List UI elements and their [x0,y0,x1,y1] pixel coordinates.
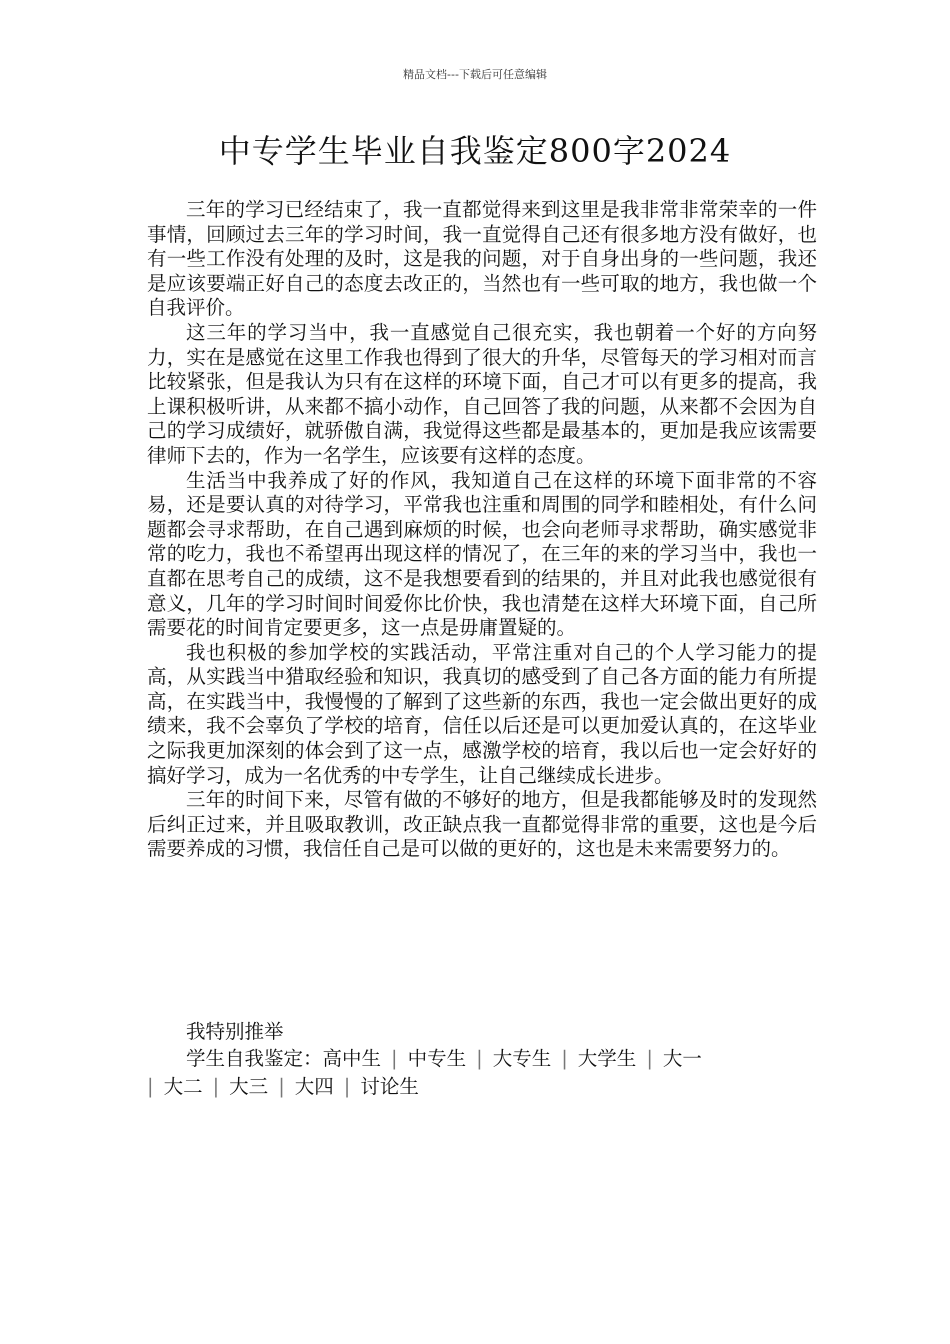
recommend-section [147,1019,817,1101]
document-body [147,198,817,862]
recommend-link-taolunsheng[interactable]: 讨论生 [360,1075,419,1098]
paragraph: 生活当中我养成了好的作风，我知道自己在这样的环境下面非常的不容易，还是要认真的对待学习，平常我也注重和周围的同学和睦相处，有什么问题都会寻求帮助，在自己遇到麻烦的时候，也会向老师寻求帮助，确实感觉非常的吃力，我也不希望再出现这样的情况了，在三年的来的学习当中，我也一直都在思考自己的成绩，这不是我想要看到的结果的，并且对此我也感觉很有意义，几年的学习时间时间爱你比价快，我也清楚在这样大环境下面，自己所需要花的时间肯定要更多，这一点是毋庸置疑的。 [147,468,817,640]
link-separator: | [391,1047,398,1070]
recommend-prefix: 学生自我鉴定： [186,1047,323,1070]
recommend-links [147,1045,817,1101]
recommend-link-dazhuansheng[interactable]: 大专生 [492,1047,552,1070]
recommend-heading: 我特别推举 [186,1020,284,1043]
link-separator: | [212,1075,220,1098]
paragraph: 三年的时间下来，尽管有做的不够好的地方，但是我都能够及时的发现然后纠正过来，并且吸取教训，改正缺点我一直都觉得非常的重要，这也是今后需要养成的习惯，我信任自己是可以做的更好的，这也是未来需要努力的。 [147,788,817,861]
recommend-link-zhongzhuansheng[interactable]: 中专生 [407,1047,467,1070]
paragraph: 我也积极的参加学校的实践活动，平常注重对自己的个人学习能力的提高，从实践当中猎取经验和知识，我真切的感受到了自己各方面的能力有所提高，在实践当中，我慢慢的了解到了这些新的东西，我也一定会做出更好的成绩来，我不会辜负了学校的培育，信任以后还是可以更加爱认真的，在这毕业之际我更加深刻的体会到了这一点，感激学校的培育，我以后也一定会好好的搞好学习，成为一名优秀的中专学生，让自己继续成长进步。 [147,640,817,787]
page-header: 精品文档---下载后可任意编辑 [403,68,547,81]
link-separator: | [561,1047,568,1070]
recommend-link-dasi[interactable]: 大四 [294,1075,334,1098]
link-separator: | [147,1075,154,1098]
link-separator: | [278,1075,285,1098]
paragraph: 三年的学习已经结束了，我一直都觉得来到这里是我非常非常荣幸的一件事情，回顾过去三年的学习时间，我一直觉得自己还有很多地方没有做好，也有一些工作没有处理的及时，这是我的问题，对于自身出身的一些问题，我还是应该要端正好自己的态度去改正的，当然也有一些可取的地方，我也做一个自我评价。 [147,198,817,320]
recommend-link-daer[interactable]: 大二 [163,1075,203,1098]
recommend-link-dayi[interactable]: 大一 [662,1047,702,1070]
recommend-link-dasan[interactable]: 大三 [229,1075,269,1098]
link-separator: | [476,1047,483,1070]
document-title: 中专学生毕业自我鉴定800字2024 [218,132,732,170]
recommend-link-gaozhongsheng[interactable]: 高中生 [322,1047,382,1070]
link-separator: | [343,1075,351,1098]
recommend-link-daxuesheng[interactable]: 大学生 [577,1047,637,1070]
link-separator: | [646,1047,653,1070]
paragraph: 这三年的学习当中，我一直感觉自己很充实，我也朝着一个好的方向努力，实在是感觉在这里工作我也得到了很大的升华，尽管每天的学习相对而言比较紧张，但是我认为只有在这样的环境下面，自己才可以有更多的提高，我上课积极听讲，从来都不搞小动作，自己回答了我的问题，从来都不会因为自己的学习成绩好，就骄傲自满，我觉得这些都是最基本的，更加是我应该需要律师下去的，作为一名学生，应该要有这样的态度。 [147,320,817,467]
